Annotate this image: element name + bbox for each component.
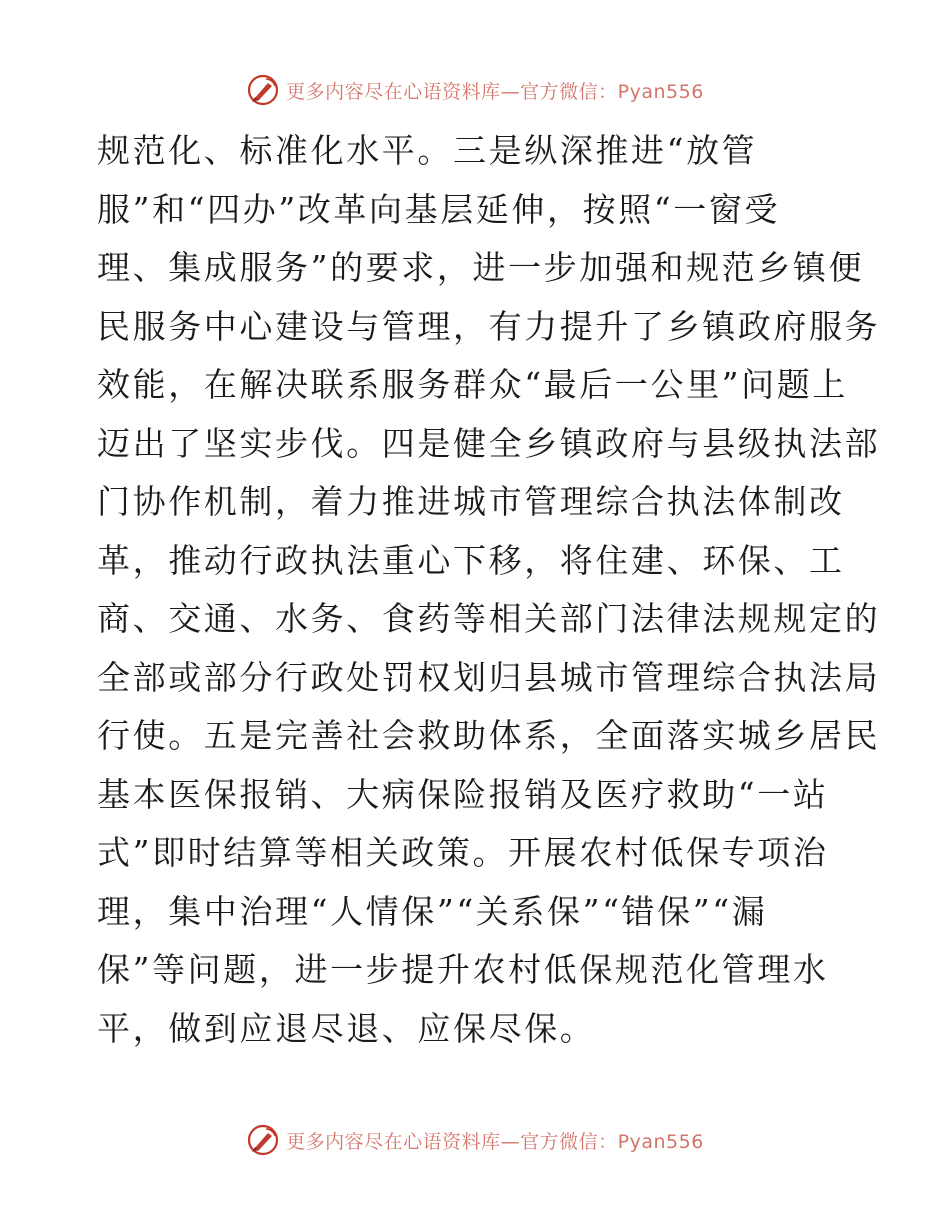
text-line: 革，推动行政执法重心下移，将住建、环保、工 [97, 540, 845, 580]
pen-logo-icon [246, 73, 280, 107]
document-body [97, 122, 881, 1058]
footer-banner-text: 更多内容尽在心语资料库—官方微信：Pyan556 [286, 1130, 704, 1153]
text-line: 平，做到应退尽退、应保尽保。 [97, 1008, 596, 1048]
pen-logo-icon [246, 1123, 280, 1157]
footer-banner [0, 1120, 950, 1160]
text-line: 门协作机制，着力推进城市管理综合执法体制改 [97, 482, 845, 521]
text-line: 保”等问题，进一步提升农村低保规范化管理水 [97, 950, 829, 989]
text-line: 规范化、标准化水平。三是纵深推进“放管 [97, 131, 758, 170]
text-line: 基本医保报销、大病保险报销及医疗救助“一站 [97, 774, 829, 814]
text-line: 迈出了坚实步伐。四是健全乡镇政府与县级执法部 [97, 423, 881, 463]
text-line: 理，集中治理“人情保”“关系保”“错保”“漏 [97, 891, 768, 931]
text-line: 行使。五是完善社会救助体系，全面落实城乡居民 [97, 716, 881, 755]
text-line: 服”和“四办”改革向基层延伸，按照“一窗受 [97, 189, 781, 229]
text-line: 商、交通、水务、食药等相关部门法律法规规定的 [97, 599, 881, 638]
text-line: 效能，在解决联系服务群众“最后一公里”问题上 [97, 365, 848, 404]
text-line: 理、集成服务”的要求，进一步加强和规范乡镇便 [97, 248, 865, 287]
text-line: 民服务中心建设与管理，有力提升了乡镇政府服务 [97, 306, 881, 346]
text-line: 式”即时结算等相关政策。开展农村低保专项治 [97, 833, 829, 872]
header-banner [0, 70, 950, 110]
header-banner-text: 更多内容尽在心语资料库—官方微信：Pyan556 [286, 80, 704, 103]
text-line: 全部或部分行政处罚权划归县城市管理综合执法局 [97, 657, 881, 697]
